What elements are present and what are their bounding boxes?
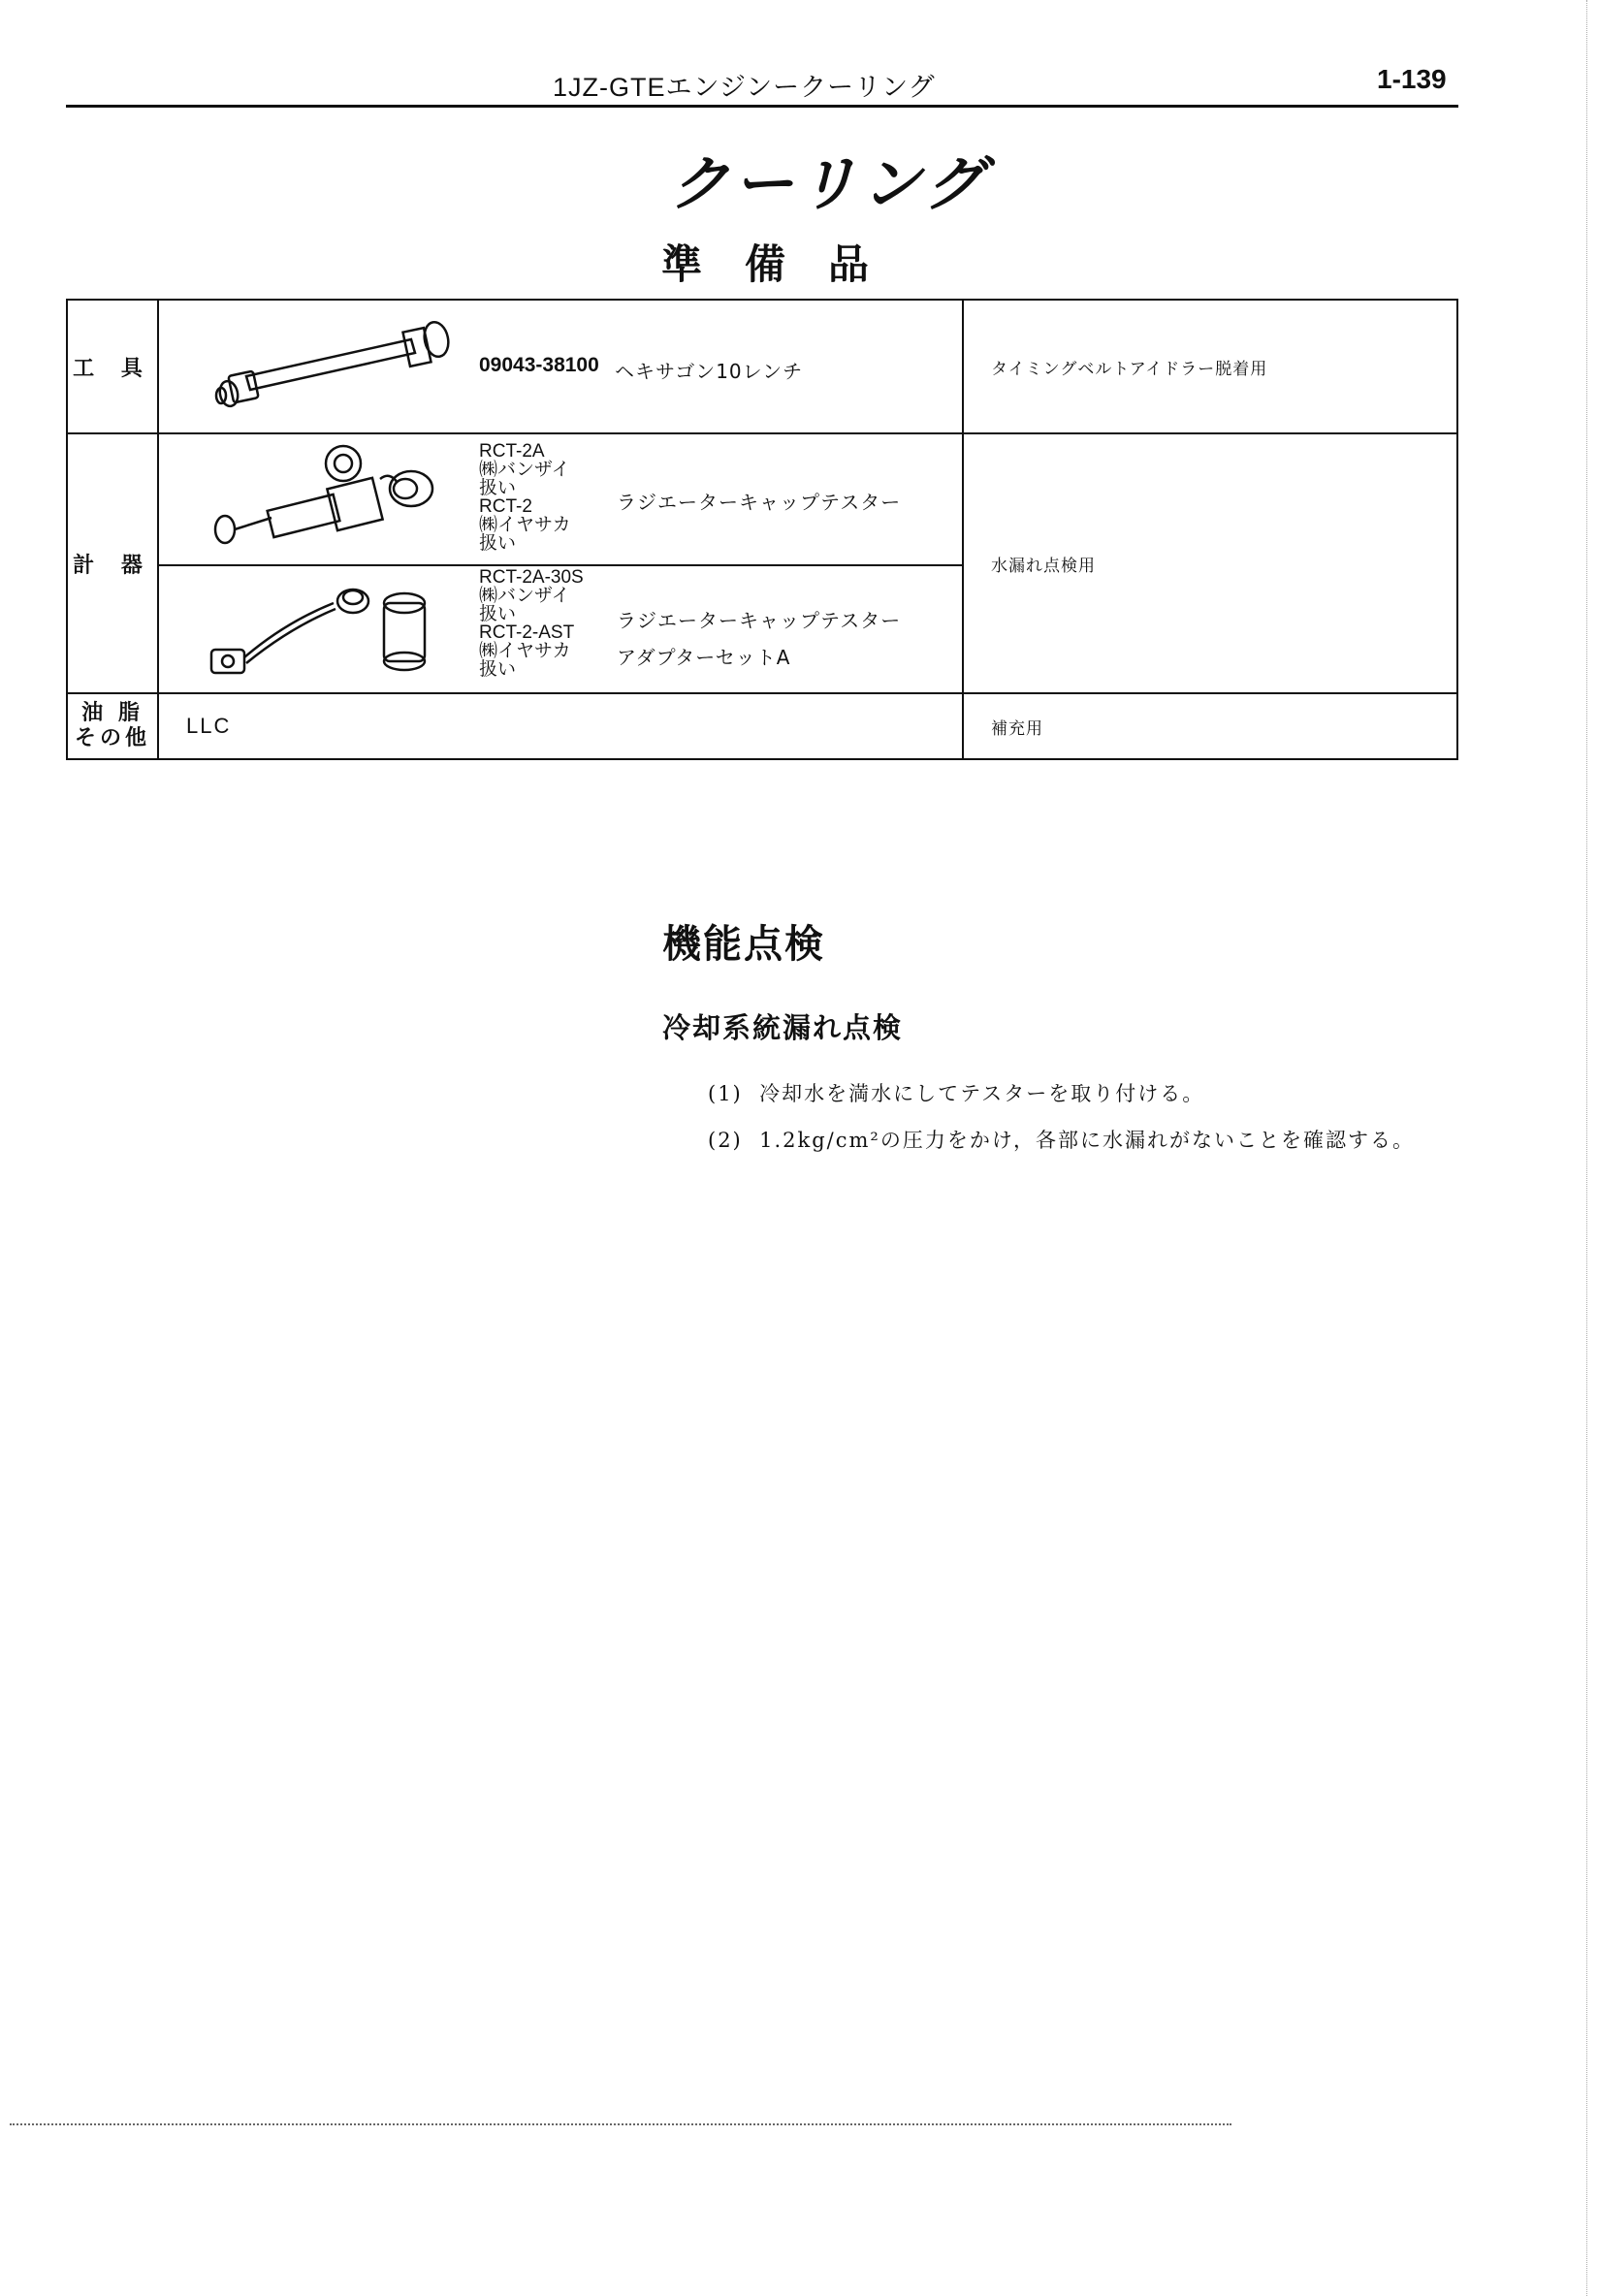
gauge-use: 水漏れ点検用 xyxy=(963,433,1457,693)
bottom-dotted-rule xyxy=(10,2123,1231,2125)
code-line: RCT-2A xyxy=(479,441,545,462)
step-1 xyxy=(708,1078,1204,1107)
gauge-1-codes xyxy=(479,442,571,553)
gauge-cell-2 xyxy=(158,565,963,693)
gauge-2-description-line2: アダプターセットA xyxy=(617,646,791,669)
category-tools: 工 具 xyxy=(67,300,158,433)
prep-title: 準備品 xyxy=(661,240,912,288)
chapter-title: クーリング xyxy=(669,148,988,219)
step-1-text: 冷却水を満水にしてテスターを取り付ける。 xyxy=(759,1082,1205,1105)
code-line: 扱い xyxy=(479,659,517,680)
radiator-cap-tester-illustration xyxy=(208,440,460,560)
code-line: 扱い xyxy=(479,604,517,624)
code-line: RCT-2 xyxy=(479,496,532,517)
hexagon-wrench-illustration xyxy=(208,320,469,417)
tool-code: 09043-38100 xyxy=(479,354,599,376)
oils-item: LLC xyxy=(158,693,963,759)
category-gauges: 計 器 xyxy=(67,433,158,693)
code-line: ㈱バンザイ xyxy=(479,586,570,606)
code-line: RCT-2A-30S xyxy=(479,567,584,588)
page-number: 1-139 xyxy=(1377,64,1447,94)
tool-cell xyxy=(158,300,963,433)
category-oils-line1: 油 脂 xyxy=(81,701,144,725)
code-line: ㈱イヤサカ xyxy=(479,641,571,661)
gauge-2-codes xyxy=(479,568,584,679)
table-row-tools xyxy=(67,300,1457,433)
step-2-text: 1.2kg/cm²の圧力をかけ，各部に水漏れがないことを確認する。 xyxy=(759,1129,1416,1152)
step-2-number: (2) xyxy=(708,1129,743,1152)
sub-title: 冷却系統漏れ点検 xyxy=(662,1011,904,1044)
header-title: 1JZ-GTEエンジンークーリング xyxy=(553,73,936,102)
table-row-gauge-1 xyxy=(67,433,1457,565)
right-edge-rule xyxy=(1586,0,1588,2296)
tools-table xyxy=(66,299,1458,760)
tool-use: タイミングベルトアイドラー脱着用 xyxy=(963,300,1457,433)
category-oils-line2: その他 xyxy=(74,726,150,750)
code-line: 扱い xyxy=(479,478,517,498)
step-2 xyxy=(708,1125,1415,1154)
adapter-set-illustration xyxy=(208,574,450,688)
gauge-2-description-line1: ラジエーターキャップテスター xyxy=(617,609,902,632)
code-line: RCT-2-AST xyxy=(479,622,575,643)
table-row-oils xyxy=(67,693,1457,759)
code-line: 扱い xyxy=(479,533,517,554)
tool-description: ヘキサゴン10レンチ xyxy=(615,360,804,383)
code-line: ㈱バンザイ xyxy=(479,460,570,480)
gauge-1-description: ラジエーターキャップテスター xyxy=(617,491,902,514)
category-oils xyxy=(67,693,158,759)
code-line: ㈱イヤサカ xyxy=(479,515,571,535)
header-rule xyxy=(66,105,1458,108)
gauge-cell-1 xyxy=(158,433,963,565)
section-title: 機能点検 xyxy=(662,922,825,967)
step-1-number: (1) xyxy=(708,1082,743,1105)
oils-use: 補充用 xyxy=(963,693,1457,759)
